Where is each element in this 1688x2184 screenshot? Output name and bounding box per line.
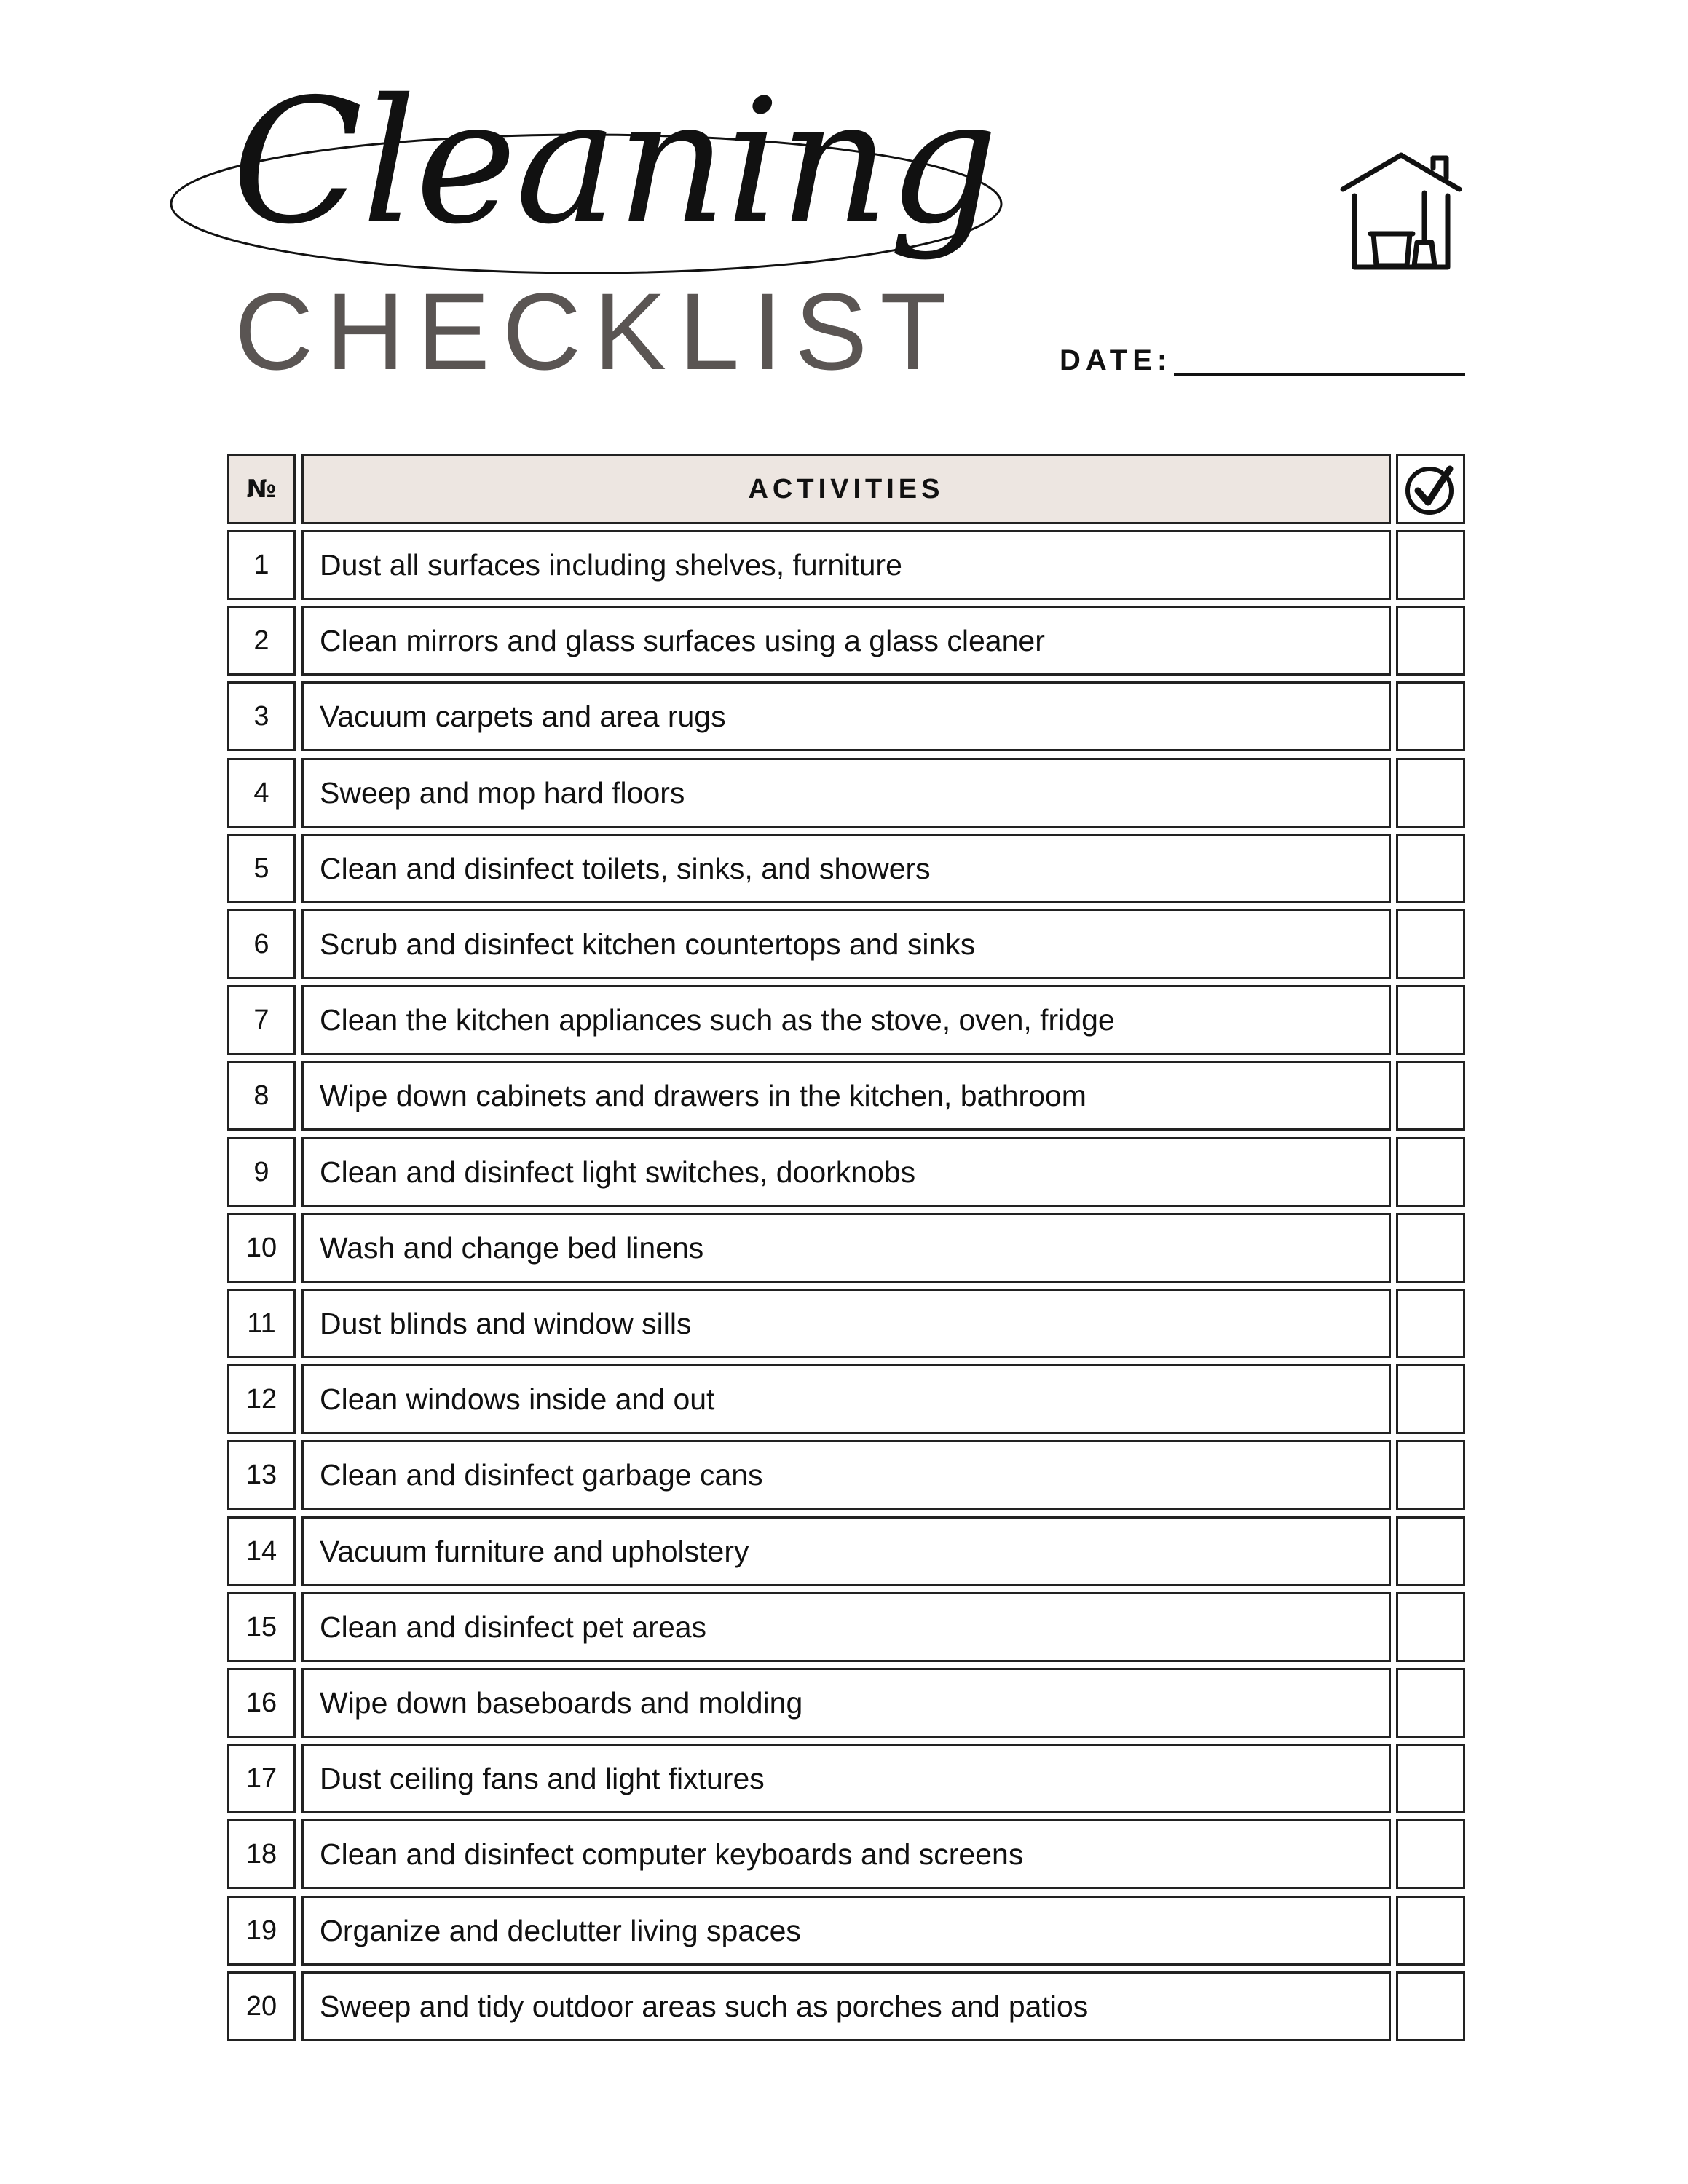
row-number-cell bbox=[227, 909, 296, 979]
row-number: 18 bbox=[245, 1838, 277, 1870]
row-number-cell bbox=[227, 758, 296, 828]
row-checkbox[interactable] bbox=[1396, 1896, 1465, 1966]
row-number-cell bbox=[227, 1668, 296, 1738]
header-check-cell bbox=[1396, 454, 1465, 524]
checkmark-circle-icon bbox=[1403, 462, 1459, 517]
row-activity-cell bbox=[301, 1516, 1391, 1586]
row-number-cell bbox=[227, 1592, 296, 1662]
header-activities-label: ACTIVITIES bbox=[748, 473, 944, 505]
row-activity-cell bbox=[301, 1364, 1391, 1434]
row-activity-text: Clean and disinfect pet areas bbox=[320, 1610, 707, 1644]
row-activity-text: Dust blinds and window sills bbox=[320, 1306, 692, 1340]
row-checkbox[interactable] bbox=[1396, 1819, 1465, 1889]
row-number: 12 bbox=[245, 1383, 277, 1415]
header-number-label: № bbox=[246, 475, 277, 504]
row-number: 19 bbox=[245, 1915, 277, 1946]
row-number: 1 bbox=[253, 549, 269, 580]
header-number-cell bbox=[227, 454, 296, 524]
row-activity-text: Clean the kitchen appliances such as the stove, oven, fridge bbox=[320, 1002, 1115, 1037]
row-number-cell bbox=[227, 1137, 296, 1207]
row-checkbox[interactable] bbox=[1396, 1289, 1465, 1358]
row-number-cell bbox=[227, 985, 296, 1055]
row-activity-text: Clean and disinfect garbage cans bbox=[320, 1457, 763, 1492]
row-activity-cell bbox=[301, 985, 1391, 1055]
row-number: 10 bbox=[245, 1232, 277, 1263]
row-activity-cell bbox=[301, 606, 1391, 676]
row-number-cell bbox=[227, 1516, 296, 1586]
row-activity-text: Dust ceiling fans and light fixtures bbox=[320, 1761, 765, 1795]
row-number: 16 bbox=[245, 1687, 277, 1718]
row-number-cell bbox=[227, 606, 296, 676]
row-activity-text: Clean and disinfect computer keyboards and screens bbox=[320, 1837, 1024, 1871]
row-activity-text: Clean mirrors and glass surfaces using a glass cleaner bbox=[320, 623, 1045, 657]
row-checkbox[interactable] bbox=[1396, 530, 1465, 600]
row-activity-text: Clean and disinfect light switches, doorknobs bbox=[320, 1155, 916, 1189]
row-number: 17 bbox=[245, 1762, 277, 1794]
house-cleaning-icon bbox=[1338, 149, 1464, 273]
row-number-cell bbox=[227, 1289, 296, 1358]
row-activity-cell bbox=[301, 1744, 1391, 1813]
row-activity-cell bbox=[301, 1289, 1391, 1358]
row-number-cell bbox=[227, 1440, 296, 1510]
row-number-cell bbox=[227, 530, 296, 600]
row-checkbox[interactable] bbox=[1396, 1137, 1465, 1207]
row-checkbox[interactable] bbox=[1396, 1440, 1465, 1510]
title-checklist: CHECKLIST bbox=[234, 270, 959, 392]
row-checkbox[interactable] bbox=[1396, 1668, 1465, 1738]
row-checkbox[interactable] bbox=[1396, 1592, 1465, 1662]
row-checkbox[interactable] bbox=[1396, 1971, 1465, 2041]
row-checkbox[interactable] bbox=[1396, 1364, 1465, 1434]
row-activity-cell bbox=[301, 1668, 1391, 1738]
row-activity-text: Scrub and disinfect kitchen countertops and sinks bbox=[320, 927, 976, 961]
row-number: 5 bbox=[253, 852, 269, 884]
row-checkbox[interactable] bbox=[1396, 1061, 1465, 1131]
row-activity-text: Vacuum furniture and upholstery bbox=[320, 1534, 749, 1568]
row-checkbox[interactable] bbox=[1396, 1516, 1465, 1586]
row-activity-cell bbox=[301, 1137, 1391, 1207]
row-activity-text: Wash and change bed linens bbox=[320, 1230, 704, 1265]
row-number: 13 bbox=[245, 1459, 277, 1490]
title-script: Cleaning bbox=[232, 62, 997, 262]
row-activity-text: Clean and disinfect toilets, sinks, and showers bbox=[320, 851, 931, 885]
row-number-cell bbox=[227, 834, 296, 903]
row-number: 2 bbox=[253, 625, 269, 656]
row-activity-cell bbox=[301, 834, 1391, 903]
row-number: 6 bbox=[253, 928, 269, 960]
row-activity-cell bbox=[301, 1592, 1391, 1662]
row-activity-text: Vacuum carpets and area rugs bbox=[320, 699, 726, 733]
row-number: 4 bbox=[253, 777, 269, 808]
row-activity-text: Sweep and tidy outdoor areas such as porches and patios bbox=[320, 1989, 1089, 2023]
header-activities-cell bbox=[301, 454, 1391, 524]
row-activity-cell bbox=[301, 1819, 1391, 1889]
row-activity-text: Organize and declutter living spaces bbox=[320, 1913, 801, 1947]
row-activity-cell bbox=[301, 530, 1391, 600]
date-input-line[interactable] bbox=[1174, 373, 1465, 376]
row-checkbox[interactable] bbox=[1396, 909, 1465, 979]
row-number-cell bbox=[227, 1061, 296, 1131]
row-activity-cell bbox=[301, 909, 1391, 979]
row-number: 7 bbox=[253, 1004, 269, 1035]
row-activity-cell bbox=[301, 1061, 1391, 1131]
row-number: 20 bbox=[245, 1990, 277, 2022]
row-number-cell bbox=[227, 681, 296, 751]
row-checkbox[interactable] bbox=[1396, 1213, 1465, 1283]
row-number: 11 bbox=[247, 1307, 276, 1339]
row-number: 14 bbox=[245, 1535, 277, 1567]
row-checkbox[interactable] bbox=[1396, 985, 1465, 1055]
row-activity-cell bbox=[301, 1896, 1391, 1966]
row-activity-text: Clean windows inside and out bbox=[320, 1382, 715, 1416]
date-label: DATE: bbox=[1060, 344, 1172, 376]
row-number: 8 bbox=[253, 1080, 269, 1111]
row-activity-cell bbox=[301, 1440, 1391, 1510]
row-activity-text: Sweep and mop hard floors bbox=[320, 775, 685, 810]
row-number-cell bbox=[227, 1819, 296, 1889]
row-number-cell bbox=[227, 1744, 296, 1813]
row-activity-cell bbox=[301, 1213, 1391, 1283]
row-number-cell bbox=[227, 1896, 296, 1966]
row-activity-text: Wipe down baseboards and molding bbox=[320, 1685, 803, 1720]
row-number: 9 bbox=[253, 1156, 269, 1187]
row-number-cell bbox=[227, 1364, 296, 1434]
row-number-cell bbox=[227, 1971, 296, 2041]
row-number: 3 bbox=[253, 700, 269, 732]
row-activity-text: Wipe down cabinets and drawers in the kitchen, bathroom bbox=[320, 1078, 1086, 1112]
row-checkbox[interactable] bbox=[1396, 1744, 1465, 1813]
row-checkbox[interactable] bbox=[1396, 758, 1465, 828]
row-checkbox[interactable] bbox=[1396, 681, 1465, 751]
row-number-cell bbox=[227, 1213, 296, 1283]
row-activity-text: Dust all surfaces including shelves, furniture bbox=[320, 547, 902, 582]
row-checkbox[interactable] bbox=[1396, 834, 1465, 903]
row-checkbox[interactable] bbox=[1396, 606, 1465, 676]
row-activity-cell bbox=[301, 681, 1391, 751]
row-activity-cell bbox=[301, 758, 1391, 828]
row-number: 15 bbox=[245, 1611, 277, 1642]
row-activity-cell bbox=[301, 1971, 1391, 2041]
